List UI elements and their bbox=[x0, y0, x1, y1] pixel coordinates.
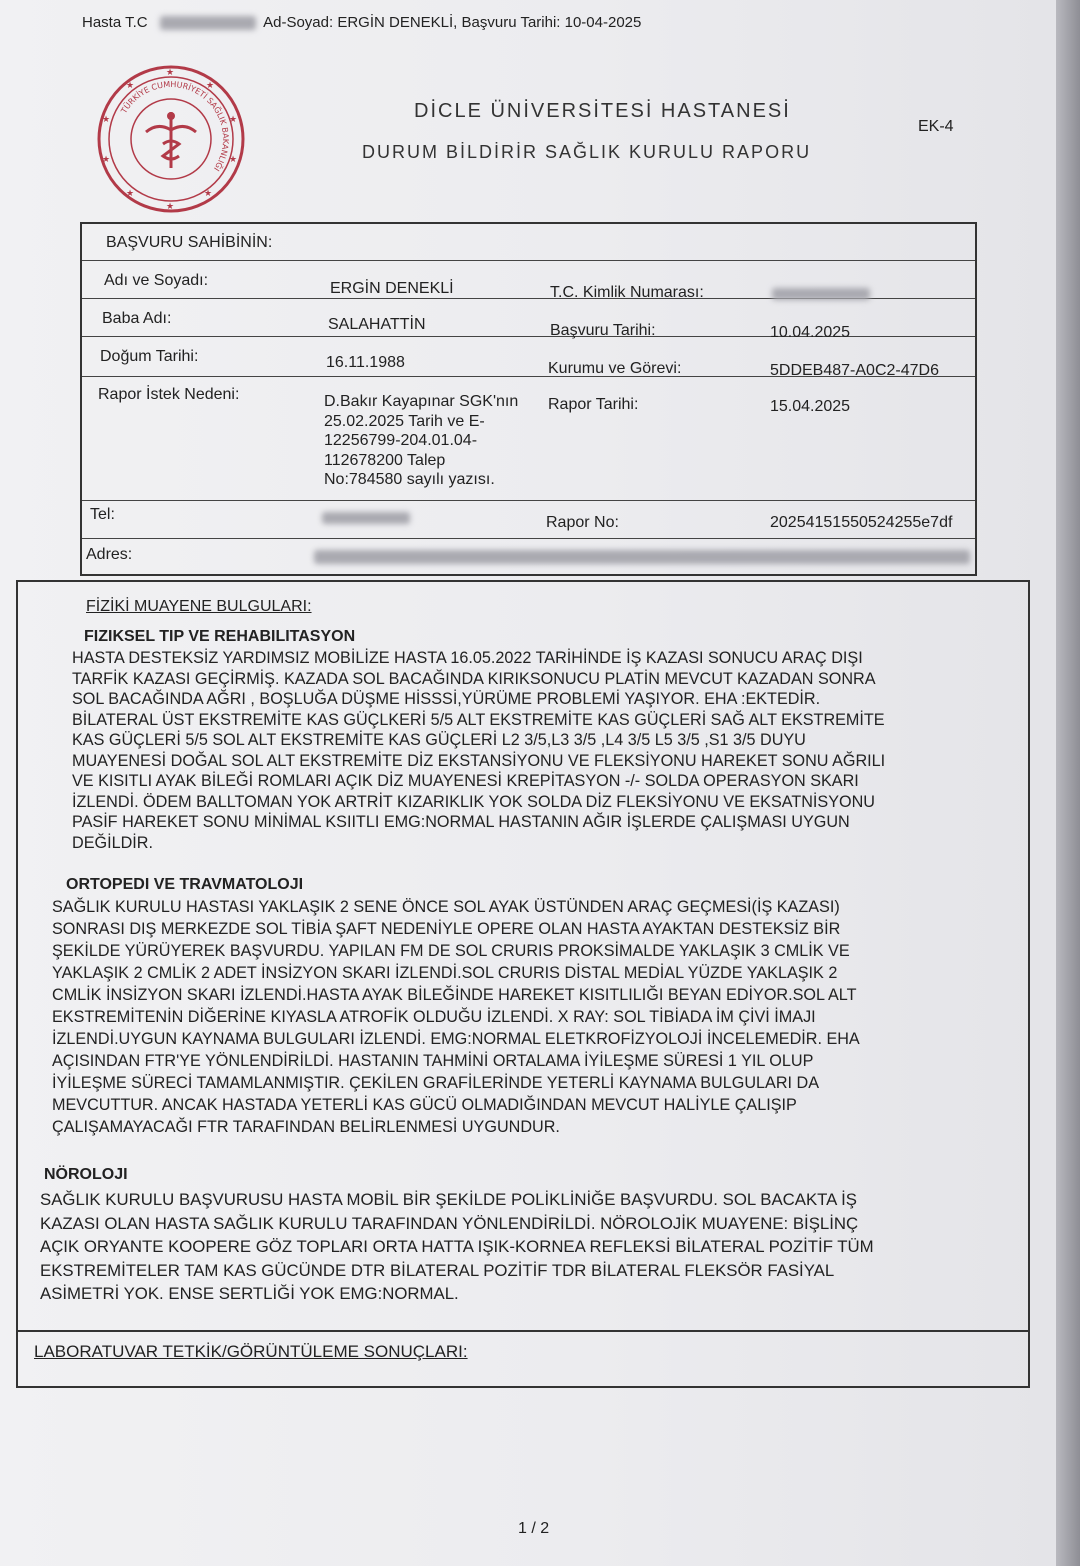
tc-label: T.C. Kimlik Numarası: bbox=[550, 284, 704, 301]
text-line: İZLENDİ. ÖDEM BALLTOMAN YOK ARTRİT KIZARIKLIK YOK SOLDA DİZ FLEKSİYONU VE EKSATNİSYONU bbox=[72, 792, 875, 811]
reason-line: 112678200 Talep bbox=[324, 451, 446, 469]
svg-text:★: ★ bbox=[229, 114, 238, 124]
inst-value: 5DDEB487-A0C2-47D6 bbox=[770, 362, 939, 379]
svg-text:★: ★ bbox=[206, 80, 215, 90]
text-line: YAKLAŞIK 2 CMLİK 2 ADET İNSİZYON SKARI İZLENDİ.SOL CRURIS DİSTAL MEDİAL YÜZDE YAKLAŞIK 2 bbox=[52, 964, 838, 982]
text-line: CMLİK İNSİZYON SKARI İZLENDİ.HASTA AYAK BİLEĞİNDE HAREKET KISITLILIĞI BEYAN EDİYOR.SOL ALT bbox=[52, 986, 857, 1004]
text-line: SAĞLIK KURULU HASTASI YAKLAŞIK 2 SENE ÖNCE SOL AYAK ÜSTÜNDEN ARAÇ GEÇMESİ(İŞ KAZASI) bbox=[52, 898, 840, 916]
svg-text:★: ★ bbox=[126, 80, 135, 90]
ministry-seal bbox=[96, 64, 246, 214]
text-line: HASTA DESTEKSİZ YARDIMSIZ MOBİLİZE HASTA 16.05.2022 TARİHİNDE İŞ KAZASI SONUCU ARAÇ DIŞI bbox=[72, 649, 863, 667]
ortho-text bbox=[52, 896, 1012, 1138]
redacted-tc bbox=[160, 16, 256, 30]
reason-line: 25.02.2025 Tarih ve E- bbox=[324, 412, 485, 430]
text-line: BİLATERAL ÜST EKSTREMİTE KAS GÜÇLKERİ 5/5 ALT EKSTREMİTE KAS GÜÇLERİ SAĞ ALT EKSTREMİTE bbox=[72, 710, 885, 729]
name-value: ERGİN DENEKLİ bbox=[330, 280, 454, 297]
page-edge-shadow bbox=[1056, 0, 1080, 1566]
neuro-title: NÖROLOJI bbox=[44, 1166, 128, 1183]
physical-exam-title: FİZİKİ MUAYENE BULGULARI: bbox=[86, 598, 312, 615]
report-date-label: Rapor Tarihi: bbox=[548, 396, 639, 413]
ek-label: EK-4 bbox=[918, 118, 954, 135]
reason-row bbox=[82, 376, 975, 501]
svg-text:★: ★ bbox=[102, 154, 111, 164]
text-line: DEĞİLDİR. bbox=[72, 833, 153, 852]
report-date-value: 15.04.2025 bbox=[770, 398, 851, 415]
text-line: SOL BACAĞINDA AĞRI , BOŞLUĞA DÜŞME HİSSSİ,YÜRÜME PROBLEMİ YAŞIYOR. EHA :EKTEDİR. bbox=[72, 690, 821, 708]
svg-text:★: ★ bbox=[126, 188, 135, 198]
report-no-value: 20254151550524255e7df bbox=[770, 514, 953, 531]
father-value: SALAHATTİN bbox=[328, 316, 426, 333]
birth-label: Doğum Tarihi: bbox=[100, 348, 199, 365]
redacted-address bbox=[314, 550, 970, 564]
text-line: AÇIK ORYANTE KOOPERE GÖZ TOPLARI ORTA HATTA IŞIK-KORNEA REFLEKSİ BİLATERAL POZİTİF TÜM bbox=[40, 1237, 874, 1256]
text-line: VE KISITLI AYAK BİLEĞİ ROMLARI AÇIK DİZ MUAYENESİ KREPİTASYON -/- SOLDA OPERASYON SKARI bbox=[72, 772, 859, 790]
tel-label: Tel: bbox=[90, 506, 115, 523]
tel-row bbox=[82, 500, 975, 539]
text-line: EKSTREMİTENİN DİĞERİNE KIYASLA ATROFİK OLDUĞU İZLENDİ. X RAY: SOL TİBİADA İM ÇİVİ İMAJI bbox=[52, 1008, 816, 1026]
report-no-label: Rapor No: bbox=[546, 514, 619, 531]
lab-results-title: LABORATUVAR TETKİK/GÖRÜNTÜLEME SONUÇLARI: bbox=[34, 1342, 468, 1361]
name-row bbox=[82, 260, 975, 299]
father-label: Baba Adı: bbox=[102, 310, 172, 327]
text-line: SONRASI DIŞ MERKEZDE SOL TİBİA ŞAFT NEDENİYLE OPERE OLAN HASTA AYAKTAN DESTEKSİZ BİR bbox=[52, 920, 841, 938]
adsoyad-text: Ad-Soyad: ERGİN DENEKLİ, Başvuru Tarihi: 10-04-2025 bbox=[263, 14, 642, 31]
text-line: İZLENDİ.UYGUN KAYNAMA BULGULARI İZLENDİ. EMG:NORMAL ELETKROFİZYOLOJİ İNCELEMEDİR. EHA bbox=[52, 1030, 860, 1048]
birth-value: 16.11.1988 bbox=[326, 354, 405, 371]
text-line: ŞEKİLDE YÜRÜYEREK BAŞVURDU. YAPILAN FM DE SOL CRURIS PROKSİMALDE YAKLAŞIK 3 CMLİK VE bbox=[52, 942, 850, 960]
reason-line: D.Bakır Kayapınar SGK'nın bbox=[324, 393, 519, 410]
applicant-header-row bbox=[82, 224, 975, 261]
svg-text:★: ★ bbox=[166, 201, 175, 211]
text-line: İYİLEŞME SÜRECİ TAMAMLANMIŞTIR. ÇEKİLEN GRAFİLERİNDE YETERLİ KAYNAMA BULGULARI DA bbox=[52, 1074, 819, 1092]
page-number: 1 / 2 bbox=[518, 1520, 550, 1537]
ftr-title: FIZIKSEL TIP VE REHABILITASYON bbox=[84, 628, 356, 645]
reason-line: No:784580 sayılı yazısı. bbox=[324, 471, 495, 488]
seal-ring-text: TÜRKİYE CUMHURİYETİ SAĞLIK BAKANLIĞI bbox=[119, 79, 231, 173]
text-line: AÇISINDAN FTR'YE YÖNLENDİRİLDİ. HASTANIN TAHMİNİ ORTALAMA İYİLEŞME SÜRESİ 1 YIL OLUP bbox=[52, 1052, 814, 1070]
birth-row bbox=[82, 336, 975, 377]
applicant-section-label: BAŞVURU SAHİBİNİN: bbox=[106, 234, 273, 251]
text-line: KAS GÜÇLERİ 5/5 SOL ALT EKSTREMİTE KAS GÜÇLERİ L2 3/5,L3 3/5 ,L4 3/5 L5 3/5 ,S1 3/5 DUYU bbox=[72, 731, 806, 749]
address-label: Adres: bbox=[86, 546, 133, 563]
text-line: KAZASI OLAN HASTA SAĞLIK KURULU TARAFINDAN YÖNLENDİRİLDİ. NÖROLOJİK MUAYENE: BİŞLİNÇ bbox=[40, 1213, 859, 1233]
reason-text bbox=[324, 392, 518, 490]
section-divider bbox=[18, 1330, 1028, 1332]
hasta-tc-label: Hasta T.C bbox=[82, 14, 148, 31]
text-line: TARFİK KAZASI GEÇİRMİŞ. KAZADA SOL BACAĞINDA KIRIKSONUCU PLATİN MEVCUT KAZADAN SONRA bbox=[72, 669, 876, 688]
report-title: DURUM BİLDİRİR SAĞLIK KURULU RAPORU bbox=[362, 142, 812, 162]
app-date-label: Başvuru Tarihi: bbox=[550, 322, 656, 339]
app-date-value: 10.04.2025 bbox=[770, 324, 851, 341]
reason-line: 12256799-204.01.04- bbox=[324, 432, 478, 449]
svg-text:★: ★ bbox=[204, 188, 213, 198]
hospital-title: DİCLE ÜNİVERSİTESİ HASTANESİ bbox=[414, 100, 791, 122]
text-line: PASİF HAREKET SONU MİNİMAL KSIITLI EMG:NORMAL HASTANIN AĞIR İŞLERDE ÇALIŞMASI UYGUN bbox=[72, 813, 850, 831]
text-line: SAĞLIK KURULU BAŞVURUSU HASTA MOBİL BİR ŞEKİLDE POLİKLİNİĞE BAŞVURDU. SOL BACAKTA İŞ bbox=[40, 1190, 857, 1209]
text-line: MUAYENESİ DOĞAL SOL ALT EKSTREMİTE DİZ EKSTANSİYONU VE FLEKSİYONU HAREKET SONU AĞRILI bbox=[72, 751, 886, 770]
text-line: MEVCUTTUR. ANCAK HASTADA YETERLİ KAS GÜCÜ OLMADIĞINDAN MEVCUT HALİYLE ÇALIŞIP bbox=[52, 1096, 797, 1114]
ftr-text bbox=[72, 648, 1022, 853]
name-label: Adı ve Soyadı: bbox=[104, 272, 209, 289]
header-line bbox=[82, 14, 641, 31]
text-line: EKSTREMİTELER TAM KAS GÜCÜNDE DTR BİLATERAL POZİTİF TDR BİLATERAL FLEKSÖR FASİYAL bbox=[40, 1260, 835, 1280]
text-line: ÇALIŞAMAYACAĞI FTR TARAFINDAN BELİRLENMESİ UYGUNDUR. bbox=[52, 1118, 560, 1136]
address-row bbox=[82, 538, 975, 576]
ortho-title: ORTOPEDI VE TRAVMATOLOJI bbox=[66, 876, 304, 893]
svg-text:★: ★ bbox=[166, 67, 175, 77]
reason-label: Rapor İstek Nedeni: bbox=[98, 386, 240, 403]
inst-label: Kurumu ve Görevi: bbox=[548, 360, 682, 377]
text-line: ASİMETRİ YOK. ENSE SERTLİĞİ YOK EMG:NORMAL. bbox=[40, 1284, 459, 1303]
findings-box bbox=[16, 580, 1030, 1388]
neuro-text bbox=[40, 1188, 1015, 1306]
father-row bbox=[82, 298, 975, 341]
applicant-info-table bbox=[80, 222, 977, 576]
redacted-tel bbox=[322, 512, 410, 524]
svg-text:★: ★ bbox=[102, 114, 111, 124]
svg-text:★: ★ bbox=[229, 154, 238, 164]
